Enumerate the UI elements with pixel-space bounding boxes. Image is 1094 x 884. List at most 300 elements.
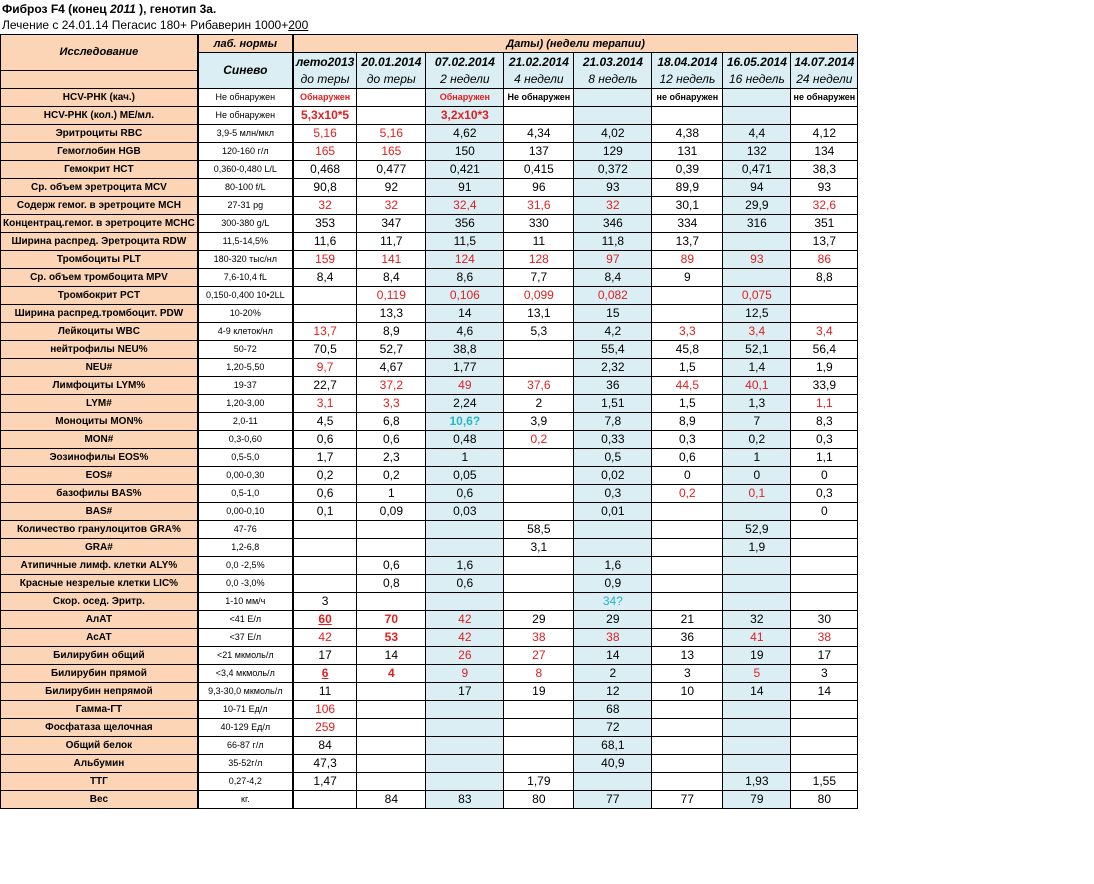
value-cell: 80 [791, 790, 858, 808]
value-cell [357, 700, 426, 718]
test-norm: 2,0-11 [198, 412, 293, 430]
value-cell: 14 [791, 682, 858, 700]
date-header: 07.02.2014 [426, 53, 504, 71]
table-row [1, 574, 858, 592]
value-cell: 1,77 [426, 358, 504, 376]
value-cell: 3,2x10*3 [426, 106, 504, 124]
test-name: EOS# [1, 466, 198, 484]
value-cell: 12 [574, 682, 652, 700]
test-norm: 0,00-0,30 [198, 466, 293, 484]
value-cell [357, 736, 426, 754]
value-cell [791, 718, 858, 736]
value-cell [293, 790, 357, 808]
value-cell: 351 [791, 214, 858, 232]
test-name: Гамма-ГТ [1, 700, 198, 718]
value-cell: 42 [426, 628, 504, 646]
value-cell: 9,7 [293, 358, 357, 376]
value-cell [574, 772, 652, 790]
value-cell: 2,3 [357, 448, 426, 466]
value-cell [574, 538, 652, 556]
value-cell: 4,02 [574, 124, 652, 142]
test-norm: <21 мкмоль/л [198, 646, 293, 664]
value-cell: 19 [723, 646, 791, 664]
week-header: 12 недель [652, 70, 723, 88]
test-norm: 3,9-5 млн/мкл [198, 124, 293, 142]
value-cell [791, 574, 858, 592]
table-row [1, 304, 858, 322]
table-row [1, 322, 858, 340]
value-cell: 8,9 [652, 412, 723, 430]
value-cell: 29,9 [723, 196, 791, 214]
test-name: Содерж гемог. в эретроците MCH [1, 196, 198, 214]
value-cell: 0,9 [574, 574, 652, 592]
value-cell: 8,9 [357, 322, 426, 340]
value-cell: 38 [574, 628, 652, 646]
value-cell [357, 538, 426, 556]
value-cell: 13,7 [652, 232, 723, 250]
table-row [1, 790, 858, 808]
value-cell: 0,415 [504, 160, 574, 178]
value-cell: 0,3 [791, 484, 858, 502]
value-cell: 91 [426, 178, 504, 196]
value-cell: не обнаружен [791, 88, 858, 106]
value-cell [652, 736, 723, 754]
value-cell: 3 [293, 592, 357, 610]
test-norm: 180-320 тыс/нл [198, 250, 293, 268]
value-cell [426, 538, 504, 556]
table-row [1, 610, 858, 628]
value-cell: 42 [426, 610, 504, 628]
value-cell [791, 106, 858, 124]
value-cell: 21 [652, 610, 723, 628]
test-name: ТТГ [1, 772, 198, 790]
value-cell: 11,7 [357, 232, 426, 250]
test-norm: 0,0 -2,5% [198, 556, 293, 574]
test-name: Тромбокрит PCT [1, 286, 198, 304]
table-row [1, 502, 858, 520]
value-cell [652, 718, 723, 736]
value-cell: 0,02 [574, 466, 652, 484]
value-cell: 70 [357, 610, 426, 628]
value-cell: 150 [426, 142, 504, 160]
value-cell: 0,01 [574, 502, 652, 520]
value-cell: 84 [357, 790, 426, 808]
test-name: Эозинофилы EOS% [1, 448, 198, 466]
value-cell [357, 682, 426, 700]
value-cell [791, 304, 858, 322]
value-cell: 13,3 [357, 304, 426, 322]
value-cell [426, 754, 504, 772]
test-name: Концентрац.гемог. в эретроците MCHC [1, 214, 198, 232]
week-header: до теры [293, 70, 357, 88]
value-cell [504, 556, 574, 574]
value-cell: 60 [293, 610, 357, 628]
value-cell: 13,7 [293, 322, 357, 340]
test-norm: <3,4 мкмоль/л [198, 664, 293, 682]
date-header: 21.02.2014 [504, 53, 574, 71]
date-header: 18.04.2014 [652, 53, 723, 71]
value-cell: 4 [357, 664, 426, 682]
value-cell: 17 [791, 646, 858, 664]
value-cell: 47,3 [293, 754, 357, 772]
value-cell [426, 736, 504, 754]
value-cell: 8,6 [426, 268, 504, 286]
value-cell: 22,7 [293, 376, 357, 394]
value-cell: 30,1 [652, 196, 723, 214]
value-cell: 0,2 [723, 430, 791, 448]
header-lab: Синево [198, 53, 293, 89]
value-cell: 8,3 [791, 412, 858, 430]
test-norm: 1,20-5,50 [198, 358, 293, 376]
lab-results-table [0, 34, 858, 809]
test-name: Вес [1, 790, 198, 808]
test-name: Общий белок [1, 736, 198, 754]
value-cell: 11,5 [426, 232, 504, 250]
value-cell [723, 700, 791, 718]
table-row [1, 142, 858, 160]
value-cell: 0,471 [723, 160, 791, 178]
table-row [1, 286, 858, 304]
value-cell [357, 592, 426, 610]
value-cell: 4,4 [723, 124, 791, 142]
value-cell: 89 [652, 250, 723, 268]
value-cell [504, 574, 574, 592]
table-row [1, 772, 858, 790]
test-name: GRA# [1, 538, 198, 556]
value-cell [504, 358, 574, 376]
value-cell: 92 [357, 178, 426, 196]
test-norm: Не обнаружен [198, 88, 293, 106]
value-cell: 3 [791, 664, 858, 682]
value-cell: 1,55 [791, 772, 858, 790]
value-cell: 45,8 [652, 340, 723, 358]
test-name: NEU# [1, 358, 198, 376]
value-cell: 77 [652, 790, 723, 808]
value-cell: 13,7 [791, 232, 858, 250]
value-cell: 2,24 [426, 394, 504, 412]
value-cell: 4,38 [652, 124, 723, 142]
table-row [1, 484, 858, 502]
table-row [1, 448, 858, 466]
value-cell: 26 [426, 646, 504, 664]
test-name: Ширина распред.тромбоцит. PDW [1, 304, 198, 322]
value-cell: 1,1 [791, 394, 858, 412]
value-cell: Не обнаружен [504, 88, 574, 106]
value-cell [723, 736, 791, 754]
table-row [1, 754, 858, 772]
value-cell: 79 [723, 790, 791, 808]
value-cell: 1,6 [574, 556, 652, 574]
value-cell [723, 718, 791, 736]
value-cell [791, 556, 858, 574]
test-name: LYM# [1, 394, 198, 412]
value-cell: 8,8 [791, 268, 858, 286]
value-cell [504, 340, 574, 358]
test-name: HCV-РНК (кол.) МЕ/мл. [1, 106, 198, 124]
value-cell: 1,79 [504, 772, 574, 790]
value-cell [293, 556, 357, 574]
value-cell: 0,6 [293, 484, 357, 502]
value-cell: 2,32 [574, 358, 652, 376]
value-cell [723, 88, 791, 106]
value-cell [504, 448, 574, 466]
value-cell: 52,9 [723, 520, 791, 538]
test-name: Ширина распред. Эретроцита RDW [1, 232, 198, 250]
value-cell [504, 592, 574, 610]
value-cell: 3,4 [791, 322, 858, 340]
value-cell [293, 286, 357, 304]
value-cell: 0,2 [293, 466, 357, 484]
value-cell: 3,3 [652, 322, 723, 340]
table-row [1, 394, 858, 412]
value-cell [504, 502, 574, 520]
value-cell: 0,6 [652, 448, 723, 466]
table-row [1, 232, 858, 250]
value-cell [504, 700, 574, 718]
value-cell: 14 [426, 304, 504, 322]
test-name: базофилы BAS% [1, 484, 198, 502]
value-cell: 86 [791, 250, 858, 268]
table-row [1, 250, 858, 268]
value-cell: 0,1 [723, 484, 791, 502]
test-norm: 10-71 Ед/л [198, 700, 293, 718]
test-name: Количество гранулоцитов GRA% [1, 520, 198, 538]
table-row [1, 412, 858, 430]
value-cell: 0 [791, 502, 858, 520]
table-row [1, 214, 858, 232]
test-norm: 4-9 клеток/нл [198, 322, 293, 340]
value-cell [504, 754, 574, 772]
value-cell: 7 [723, 412, 791, 430]
value-cell [574, 520, 652, 538]
value-cell: 3,1 [504, 538, 574, 556]
value-cell: 3,9 [504, 412, 574, 430]
value-cell: 19 [504, 682, 574, 700]
value-cell: 68 [574, 700, 652, 718]
value-cell [723, 268, 791, 286]
value-cell: 0 [791, 466, 858, 484]
value-cell: 4,5 [293, 412, 357, 430]
value-cell: 42 [293, 628, 357, 646]
value-cell: 13,1 [504, 304, 574, 322]
value-cell: 44,5 [652, 376, 723, 394]
week-header: 8 недель [574, 70, 652, 88]
test-name: Моноциты MON% [1, 412, 198, 430]
value-cell: 0,099 [504, 286, 574, 304]
date-header: 21.03.2014 [574, 53, 652, 71]
table-row [1, 358, 858, 376]
value-cell: 3 [652, 664, 723, 682]
value-cell: не обнаружен [652, 88, 723, 106]
value-cell: 34? [574, 592, 652, 610]
value-cell: 15 [574, 304, 652, 322]
value-cell: 68,1 [574, 736, 652, 754]
value-cell: 316 [723, 214, 791, 232]
test-norm: 47-76 [198, 520, 293, 538]
value-cell [652, 502, 723, 520]
value-cell: 0,1 [293, 502, 357, 520]
test-name: Билирубин непрямой [1, 682, 198, 700]
value-cell: 52,1 [723, 340, 791, 358]
value-cell: 0,372 [574, 160, 652, 178]
value-cell: 106 [293, 700, 357, 718]
test-norm: 1-10 мм/ч [198, 592, 293, 610]
table-row [1, 376, 858, 394]
value-cell: 72 [574, 718, 652, 736]
value-cell: Обнаружен [426, 88, 504, 106]
value-cell: 8 [504, 664, 574, 682]
date-header: 14.07.2014 [791, 53, 858, 71]
value-cell [652, 556, 723, 574]
value-cell: 0,3 [791, 430, 858, 448]
value-cell: 80 [504, 790, 574, 808]
test-norm: 0,27-4,2 [198, 772, 293, 790]
table-row [1, 430, 858, 448]
value-cell [791, 520, 858, 538]
test-norm: 50-72 [198, 340, 293, 358]
table-row [1, 88, 858, 106]
value-cell [723, 106, 791, 124]
week-header: 24 недели [791, 70, 858, 88]
value-cell [791, 736, 858, 754]
value-cell: 5,16 [357, 124, 426, 142]
value-cell: 17 [426, 682, 504, 700]
value-cell [723, 556, 791, 574]
value-cell: 4,12 [791, 124, 858, 142]
value-cell [652, 700, 723, 718]
value-cell: 1,47 [293, 772, 357, 790]
test-name: BAS# [1, 502, 198, 520]
test-norm: 0,360-0,480 L/L [198, 160, 293, 178]
value-cell: 0,082 [574, 286, 652, 304]
value-cell: 49 [426, 376, 504, 394]
test-name: Атипичные лимф. клетки ALY% [1, 556, 198, 574]
value-cell: 3,4 [723, 322, 791, 340]
test-norm: 0,3-0,60 [198, 430, 293, 448]
value-cell: 4,62 [426, 124, 504, 142]
test-norm: 1,2-6,8 [198, 538, 293, 556]
value-cell [293, 574, 357, 592]
value-cell [357, 106, 426, 124]
value-cell: 27 [504, 646, 574, 664]
test-name: MON# [1, 430, 198, 448]
value-cell: 134 [791, 142, 858, 160]
value-cell [791, 754, 858, 772]
value-cell: 0,106 [426, 286, 504, 304]
value-cell: 159 [293, 250, 357, 268]
value-cell: 84 [293, 736, 357, 754]
date-header: 20.01.2014 [357, 53, 426, 71]
value-cell: 9 [652, 268, 723, 286]
value-cell [357, 88, 426, 106]
value-cell [293, 304, 357, 322]
value-cell: 93 [574, 178, 652, 196]
value-cell: 8,4 [574, 268, 652, 286]
table-row [1, 718, 858, 736]
value-cell: 1,1 [791, 448, 858, 466]
value-cell: 32,6 [791, 196, 858, 214]
test-norm: 0,150-0,400 10•2LL [198, 286, 293, 304]
value-cell: 1,3 [723, 394, 791, 412]
value-cell [652, 772, 723, 790]
value-cell: 41 [723, 628, 791, 646]
value-cell: 33,9 [791, 376, 858, 394]
value-cell: 353 [293, 214, 357, 232]
value-cell: 0,075 [723, 286, 791, 304]
value-cell: 4,67 [357, 358, 426, 376]
value-cell: 96 [504, 178, 574, 196]
header-dates: Даты) (недели терапии) [293, 35, 858, 53]
value-cell: 55,4 [574, 340, 652, 358]
value-cell: 38,8 [426, 340, 504, 358]
value-cell: 40,9 [574, 754, 652, 772]
value-cell: 0,09 [357, 502, 426, 520]
test-name: Билирубин общий [1, 646, 198, 664]
value-cell: 29 [574, 610, 652, 628]
value-cell [791, 592, 858, 610]
test-name: Лимфоциты LYM% [1, 376, 198, 394]
value-cell: 3,3 [357, 394, 426, 412]
test-name: Гемокрит HCT [1, 160, 198, 178]
test-name: Билирубин прямой [1, 664, 198, 682]
value-cell: 330 [504, 214, 574, 232]
value-cell: 0,6 [357, 556, 426, 574]
header-spacer [1, 70, 198, 88]
value-cell: 6,8 [357, 412, 426, 430]
value-cell: 334 [652, 214, 723, 232]
test-name: Красные незрелые клетки LIC% [1, 574, 198, 592]
test-norm: 35-52г/л [198, 754, 293, 772]
test-norm: <37 Е/л [198, 628, 293, 646]
value-cell: 5,3x10*5 [293, 106, 357, 124]
value-cell [357, 754, 426, 772]
value-cell: 32 [357, 196, 426, 214]
value-cell: 0,477 [357, 160, 426, 178]
value-cell: 1 [426, 448, 504, 466]
test-name: Ср. объем эретроцита MCV [1, 178, 198, 196]
value-cell: 32 [723, 610, 791, 628]
value-cell: 37,6 [504, 376, 574, 394]
value-cell: 2 [574, 664, 652, 682]
table-row [1, 106, 858, 124]
value-cell [723, 574, 791, 592]
value-cell [357, 520, 426, 538]
value-cell: 53 [357, 628, 426, 646]
value-cell: 40,1 [723, 376, 791, 394]
value-cell: 56,4 [791, 340, 858, 358]
value-cell: 1,9 [723, 538, 791, 556]
table-row [1, 178, 858, 196]
value-cell: 347 [357, 214, 426, 232]
table-row [1, 682, 858, 700]
value-cell: 0,33 [574, 430, 652, 448]
value-cell: 137 [504, 142, 574, 160]
treatment-line: Лечение с 24.01.14 Пегасис 180+ Рибаверин 1000+200 [2, 18, 309, 32]
value-cell [652, 592, 723, 610]
table-row [1, 556, 858, 574]
value-cell: 10,6? [426, 412, 504, 430]
value-cell: 0 [652, 466, 723, 484]
value-cell: 14 [723, 682, 791, 700]
value-cell: 30 [791, 610, 858, 628]
test-norm: 10-20% [198, 304, 293, 322]
value-cell: 38 [504, 628, 574, 646]
value-cell [791, 538, 858, 556]
table-row [1, 538, 858, 556]
test-name: АсАТ [1, 628, 198, 646]
value-cell: 0,2 [652, 484, 723, 502]
value-cell [426, 718, 504, 736]
